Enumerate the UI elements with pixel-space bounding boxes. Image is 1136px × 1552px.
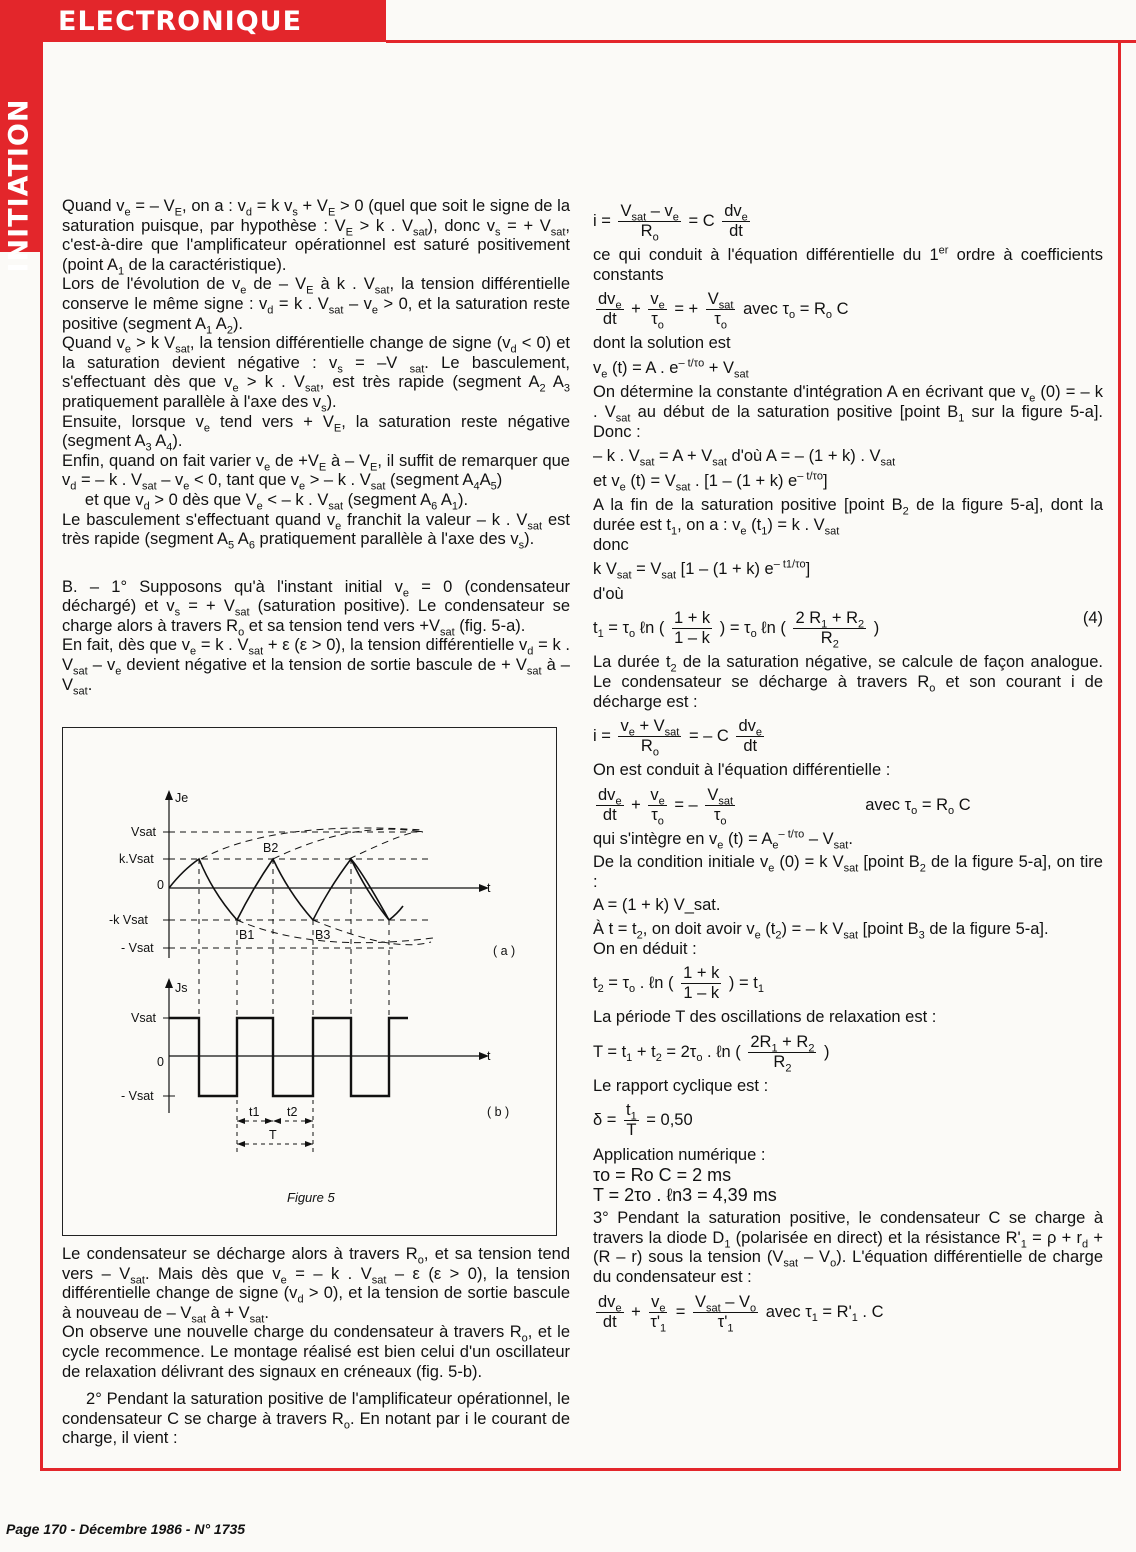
paragraph: Application numérique : — [593, 1146, 766, 1165]
point-b2: B2 — [263, 841, 279, 855]
paragraph: donc — [593, 535, 629, 554]
paragraph: 2° Pendant la saturation positive de l'amplificateur opérationnel, le condensateur C se charge à travers $R_o$. En notant par i le courant de charge, il vient : — [62, 1390, 571, 1448]
equation: $\frac{dv_e}{dt}$ + $\frac{v_e}{\tau_o}$ = + $\frac{V_{sat}}{\tau_o}$ avec $\tau_o = R_o$ C — [598, 290, 849, 332]
paragraph: En fait, dès que $v_e = k$ . $V_{sat} + \varepsilon$ (ε > 0), la tension différentielle $v_d = k$ . $V_{sat} - v_e$ devient négative et la tension de sortie bascule de + $V_{sat}$ à – $V_{sat}$. — [62, 636, 570, 697]
paragraph: Enfin, quand on fait varier $v_e$ de $+V_E$ à – $V_E$, il suffit de remarquer que $v_d$ = – k . $V_{sat} - v_e < 0$, tant que $v_e$ > – k . $V_{sat}$ (segment $A_4A_5$) — [62, 451, 570, 493]
paragraph: Quand $v_e$ = – $V_E$, on a : $v_d = k$ $v_s + V_E > 0$ (quel que soit le signe de la saturation puisque, par hypothèse : $V_E > k$ . $V_{sat}$), donc $v_s$ = + $V_{sat}$, c'est-à-dire que l'amplificateur opérationnel est saturé positivement (point $A_1$ de la caractéristique). — [62, 197, 571, 278]
paragraph: Le rapport cyclique est : — [593, 1076, 769, 1095]
label-mvsat: - Vsat — [121, 941, 154, 955]
paragraph: 3° Pendant la saturation positive, le condensateur C se charge à travers la diode $D_1$ (polarisée en direct) et la résistance $R'_1 = \rho + r_d + (R - r)$ sous la tension $(V_{sat} - V_o)$. L'équation différentielle de charge du condensateur est : — [593, 1209, 1104, 1286]
paragraph: La durée $t_2$ de la saturation négative, se calcule de façon analogue. Le condensateur se décharge à travers $R_o$ et son courant i de décharge est : — [593, 653, 1103, 711]
capacitor-voltage-curve — [169, 859, 403, 920]
equation: et $v_e$ $(t) = V_{sat}$ . [1 – (1 + k) $e^{- t/\tau o}$] — [593, 470, 828, 494]
paragraph: et que $v_d > 0$ dès que $V_e$ < – k . $V_{sat}$ (segment $A_6$ $A_1$). — [62, 490, 469, 513]
equation: δ = $\frac{t_1}{T}$ = 0,50 — [593, 1101, 693, 1140]
label-kvsat: k.Vsat — [119, 852, 154, 866]
paragraph: Le condensateur se décharge alors à travers $R_o$, et sa tension tend vers – $V_{sat}$. Mais dès que $v_e$ = – k . $V_{sat}$ – ε (ε > 0), la tension différentielle change de signe $(v_d > 0)$, et la tension de sortie bascule à nouveau de – $V_{sat}$ à + $V_{sat}$. — [62, 1245, 571, 1326]
paragraph: À $t = t_2$, on doit avoir $v_e$ $(t_2)$ = – k $V_{sat}$ [point $B_3$ de la figure 5-a]. — [593, 920, 1049, 942]
equation: $\frac{dv_e}{dt}$ + $\frac{v_e}{\tau'_1}$ = $\frac{V_{sat} - V_o}{\tau'_1}$ avec $\tau_1 = R'_1$ . C — [598, 1292, 884, 1334]
equation: i = $\frac{V_{sat} - v_e}{R_o}$ = C $\frac{dv_e}{dt}$ — [593, 202, 748, 244]
axis-label-js: Js — [175, 981, 188, 995]
label-period: T — [269, 1128, 277, 1142]
equation: i = $\frac{v_e + V_{sat}}{R_o}$ = – C $\frac{dv_e}{dt}$ — [593, 717, 762, 759]
paragraph: T = 2τo . ℓn3 = 4,39 ms — [593, 1184, 777, 1205]
paragraph: qui s'intègre en $v_e$ $(t) = A_e^{- t/\tau o} - V_{sat}$. — [593, 828, 853, 851]
label-mvsat-b: - Vsat — [121, 1089, 154, 1103]
equation: $\frac{dv_e}{dt}$ + $\frac{v_e}{\tau_o}$ = – $\frac{V_{sat}}{\tau_o}$ avec $\tau_o = R_o$ C — [598, 785, 971, 827]
side-tab — [0, 42, 40, 273]
header-bar — [0, 0, 386, 42]
equation: $t_1 = \tau_o$ ℓn ( $\frac{1 + k}{1 - k}$ ) = $\tau_o$ ℓn ( $\frac{2 R_1 + R_2}{R_2}$ ) (4) — [593, 609, 1103, 651]
left-column — [62, 197, 570, 695]
paragraph: d'où — [593, 584, 624, 603]
figure-caption: Figure 5 — [287, 1190, 335, 1205]
equation: $v_e$ (t) = A . $e^{- t/\tau o} + V_{sat}$ — [593, 357, 749, 381]
label-vsat-b: Vsat — [131, 1011, 157, 1025]
label-vsat: Vsat — [131, 825, 157, 839]
side-tab-label: INITIATION — [3, 98, 35, 273]
paragraph: B. – 1° Supposons qu'à l'instant initial $v_e = 0$ (condensateur déchargé) et $v_s$ = + $V_{sat}$ (saturation positive). Le condensateur se charge alors à travers $R_o$ et sa tension tend vers $+V_{sat}$ (fig. 5-a). — [62, 577, 571, 639]
paragraph: Le basculement s'effectuant quand $v_e$ franchit la valeur – k . $V_{sat}$ est très rapide (segment $A_5$ $A_6$ pratiquement parallèle à l'axe des $v_s$). — [62, 510, 570, 552]
label-a: ( a ) — [493, 944, 516, 958]
output-square-wave — [169, 1018, 408, 1096]
paragraph: Lors de l'évolution de $v_e$ de – $V_E$ à k . $V_{sat}$, la tension différentielle conserve le même signe : $v_d = k$ . $V_{sat} - v_e > 0$, et la saturation reste positive (segment $A_1$ $A_2$). — [62, 275, 570, 336]
paragraph: Quand $v_e > k$ $V_{sat}$, la tension différentielle change de signe $(v_d < 0)$ et la saturation devient négative : $v_s = -V$ $_{sat}$. Le basculement, s'effectuant dès que $v_e > k$ . $V_{sat}$, est très rapide (segment $A_2$ $A_3$ pratiquement parallèle à l'axe des $v_s$). — [62, 334, 570, 415]
equation-number: (4) — [1082, 609, 1103, 628]
label-zero-b: 0 — [157, 1055, 164, 1069]
axis-label-t: t — [487, 881, 491, 895]
equation: $T = t_1 + t_2 = 2\tau_o$ . ℓn ( $\frac{2R_1 + R_2}{R_2}$ ) — [593, 1032, 830, 1075]
paragraph: dont la solution est — [593, 334, 731, 353]
arrow-icon — [165, 790, 173, 800]
figure-5 — [62, 727, 557, 1236]
paragraph: On en déduit : — [593, 939, 697, 958]
paragraph: A la fin de la saturation positive [point $B_2$ de la figure 5-a], dont la durée est $t_1$, on a : $v_e$ $(t_1) = k$ . $V_{sat}$ — [593, 496, 1103, 538]
equation: k $V_{sat} = V_{sat}$ [1 – (1 + k) $e^{- t1/\tau o}$] — [593, 558, 811, 582]
paragraph: De la condition initiale $v_e$ (0) = k $V_{sat}$ [point $B_2$ de la figure 5-a], on tire : — [593, 853, 1103, 891]
waveform-diagram — [63, 728, 558, 1237]
label-t1: t1 — [249, 1105, 260, 1119]
right-column — [593, 197, 1103, 1337]
paragraph: τo = Ro C = 2 ms — [593, 1165, 732, 1186]
paragraph: La période T des oscillations de relaxation est : — [593, 1008, 937, 1027]
page-footer: Page 170 - Décembre 1986 - N° 1735 — [6, 1521, 246, 1537]
arrow-icon — [165, 978, 173, 988]
section-title: ELECTRONIQUE — [58, 6, 303, 37]
label-b: ( b ) — [487, 1105, 510, 1119]
paragraph: On détermine la constante d'intégration A en écrivant que $v_e$ (0) = – k . $V_{sat}$ au début de la saturation positive [point $B_1$ sur la figure 5-a]. Donc : — [593, 383, 1103, 441]
axis-label-t-b: t — [487, 1049, 491, 1063]
equation: – k . $V_{sat} = A + V_{sat}$ d'où A = – (1 + k) . $V_{sat}$ — [593, 447, 896, 469]
point-b3: B3 — [315, 928, 331, 942]
paragraph: On est conduit à l'équation différentielle : — [593, 761, 891, 780]
paragraph: ce qui conduit à l'équation différentielle du 1er ordre à coefficients constants — [593, 244, 1103, 284]
label-mkvsat: -k Vsat — [109, 913, 148, 927]
label-zero: 0 — [157, 878, 164, 892]
paragraph: A = (1 + k) V_sat. — [593, 896, 721, 915]
label-t2: t2 — [287, 1105, 298, 1119]
paragraph: On observe une nouvelle charge du condensateur à travers $R_o$, et le cycle recommence. Le montage réalisé est bien celui d'un oscillateur de relaxation délivrant des signaux en créneaux (fig. 5-b). — [62, 1323, 570, 1381]
equation: $t_2 = \tau_o$ . ℓn ( $\frac{1 + k}{1 - k}$ ) = $t_1$ — [593, 964, 764, 1003]
paragraph: Ensuite, lorsque $v_e$ tend vers + $V_E$, la saturation reste négative (segment $A_3$ $A_4$). — [62, 412, 571, 454]
point-b1: B1 — [239, 928, 255, 942]
left-column-bottom — [62, 1245, 570, 1449]
axis-label-je: Je — [175, 791, 189, 805]
